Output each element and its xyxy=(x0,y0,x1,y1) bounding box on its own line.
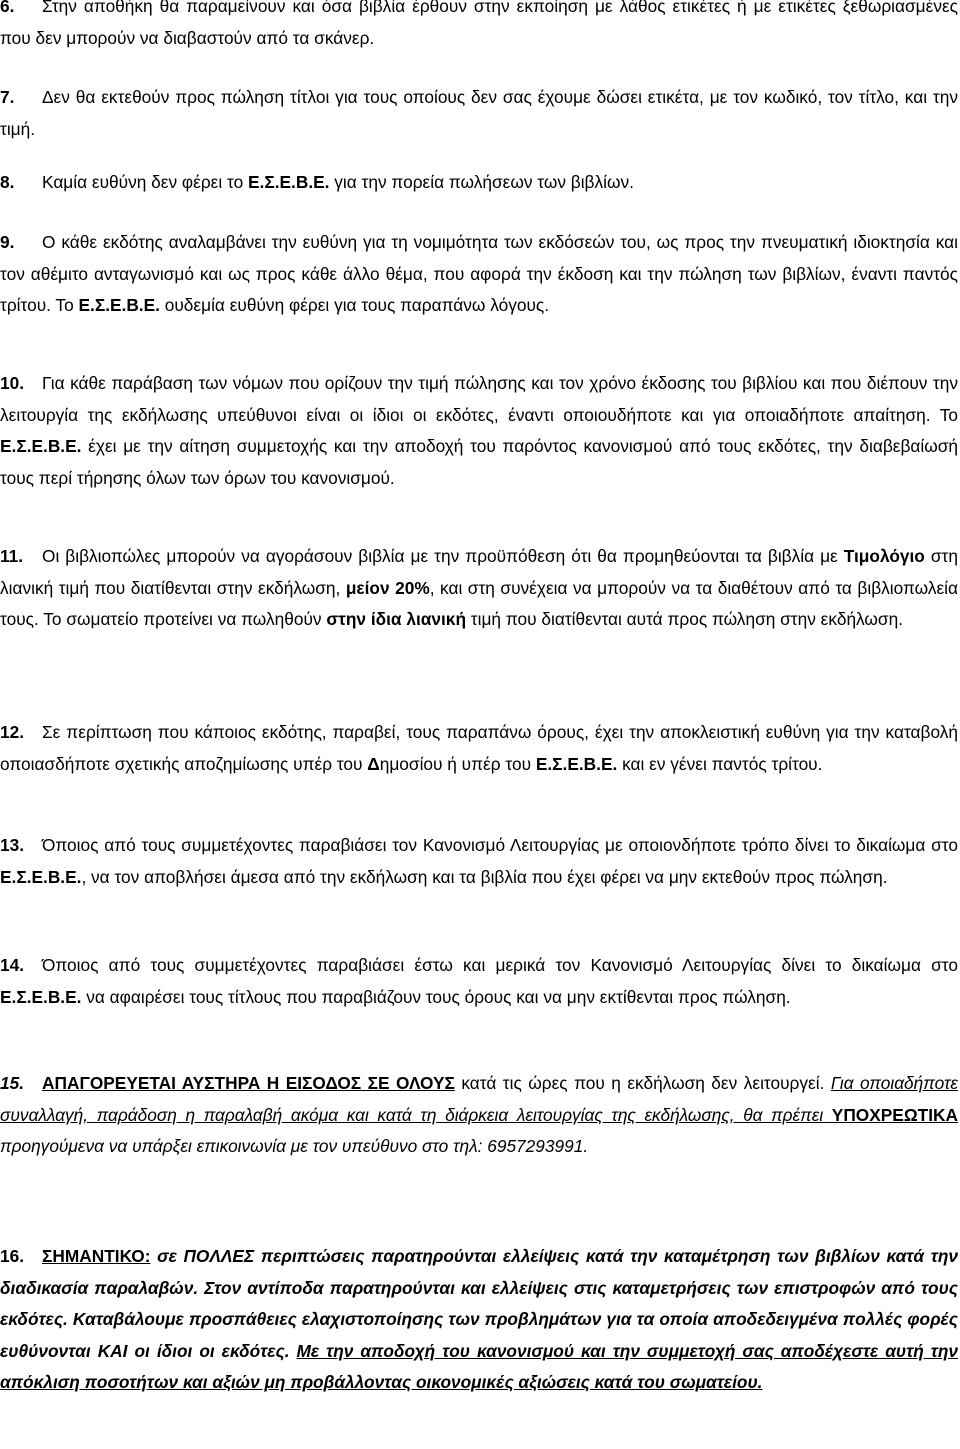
emphasis-invoice: Τιμολόγιο xyxy=(843,546,925,566)
emphasis-important: ΣΗΜΑΝΤΙΚΟ: xyxy=(42,1246,151,1266)
item-number: 13. xyxy=(0,835,25,855)
item-text: , να τον αποβλήσει άμεσα από την εκδήλωση και τα βιβλία που έχει φέρει να μην εκτεθούν προς πώληση. xyxy=(81,866,888,887)
organization-acronym: Ε.Σ.Ε.Β.Ε. xyxy=(0,986,82,1007)
item-number: 10. xyxy=(0,373,25,393)
item-text: στη λιανική τιμή που διατίθενται στην εκδήλωση, xyxy=(0,546,958,598)
item-text: Οι βιβλιοπώλες μπορούν να αγοράσουν βιβλία με την προϋπόθεση ότι θα προμηθεύονται τα βιβλία με xyxy=(42,546,844,566)
item-text: Για κάθε παράβαση των νόμων που ορίζουν την τιμή πώλησης και τον χρόνο έκδοσης του βιβλίου και που διέπουν την λειτουργία της εκδήλωσης υπεύθυνοι είναι οι ίδιοι οι εκδότες, έναντι οποιουδήποτε και για οποιαδήποτε απαίτηση. Το xyxy=(0,373,958,425)
item-number: 16. xyxy=(0,1246,25,1266)
organization-acronym: Ε.Σ.Ε.Β.Ε. xyxy=(248,172,330,192)
rule-item-8 xyxy=(0,167,958,199)
rule-item-7 xyxy=(0,82,958,145)
item-number: 6. xyxy=(0,0,15,16)
item-text: ημοσίου ή υπέρ του xyxy=(379,753,536,774)
organization-acronym: Ε.Σ.Ε.Β.Ε. xyxy=(78,295,160,315)
item-text: Σε περίπτωση που κάποιος εκδότης, παραβεί, τους παραπάνω όρους, έχει την αποκλειστική ευθύνη για την καταβολή οποιασδήποτε σχετικής αποζημίωσης υπέρ του xyxy=(0,722,958,774)
item-text: Καμία ευθύνη δεν φέρει το xyxy=(42,172,249,192)
item-number: 12. xyxy=(0,722,25,742)
rule-item-9 xyxy=(0,227,958,322)
item-number: 8. xyxy=(0,172,15,192)
item-text: Ο κάθε εκδότης αναλαμβάνει την ευθύνη για τη νομιμότητα των εκδόσεών του, ως προς την πνευματική ιδιοκτησία και τον αθέμιτο ανταγωνισμό και ως προς κάθε άλλο θέμα, που αφορά την έκδοση και την πώληση των βιβλίων, έναντι παντός τρίτου. Το xyxy=(0,232,958,315)
item-text: Όποιος από τους συμμετέχοντες παραβιάσει έστω και μερικά τον Κανονισμό Λειτουργίας δίνει το δικαίωμα στο xyxy=(42,955,958,975)
item-text: Στην αποθήκη θα παραμείνουν και όσα βιβλία έρθουν στην εκποίηση με λάθος ετικέτες ή με ετικέτες ξεθωριασμένες που δεν μπορούν να διαβαστούν από τα σκάνερ. xyxy=(0,0,958,48)
item-text-italic: προηγούμενα να υπάρξει επικοινωνία με τον υπεύθυνο στο τηλ: 6957293991. xyxy=(0,1136,589,1156)
rule-item-14 xyxy=(0,950,958,1013)
emphasis-prohibition: ΟΣ ΣΕ ΟΛΟΥΣ xyxy=(337,1073,455,1093)
rule-item-15 xyxy=(0,1068,958,1163)
rule-item-16 xyxy=(0,1241,958,1399)
emphasis-discount: μείον 20% xyxy=(345,577,430,598)
item-text: για την πορεία πωλήσεων των βιβλίων. xyxy=(329,172,634,192)
item-text-bold-italic-underlined: Με την αποδοχή του κανονισμού και την συμμετοχή σας αποδέχεστε αυτή την απόκλιση ποσοτήτων και αξιών μη προβάλλοντας οικονομικές αξιώσεις κατά του σωματείου. xyxy=(0,1340,959,1392)
item-number: 7. xyxy=(0,87,15,107)
rule-item-10 xyxy=(0,368,958,494)
item-text: τιμή που διατίθενται αυτά προς πώληση στην εκδήλωση. xyxy=(466,609,904,629)
item-text: και εν γένει παντός τρίτου. xyxy=(617,753,823,774)
emphasis-letter: Δ xyxy=(367,753,380,774)
item-text: να αφαιρέσει τους τίτλους που παραβιάζουν τους όρους και να μην εκτίθενται προς πώληση. xyxy=(81,986,791,1007)
item-number: 9. xyxy=(0,232,15,252)
item-text: Όποιος από τους συμμετέχοντες παραβιάσει τον Κανονισμό Λειτουργίας με οποιονδήποτε τρόπο δίνει το δικαίωμα στο xyxy=(42,835,958,855)
item-text: κατά τις ώρες που η εκδήλωση δεν λειτουργεί. xyxy=(454,1073,831,1093)
rule-item-13 xyxy=(0,830,958,893)
item-text: ουδεμία ευθύνη φέρει για τους παραπάνω λόγους. xyxy=(159,295,550,315)
rule-item-12 xyxy=(0,717,958,780)
rule-item-11 xyxy=(0,541,958,636)
item-number: 11. xyxy=(0,546,24,566)
item-text-italic-underlined: Για οποιαδήποτε συναλλαγή, παράδοση η παραλαβή ακόμα και κατά τη διάρκεια λειτουργίας της εκδήλωσης, θα πρέπει xyxy=(0,1073,959,1125)
item-text: , και στη συνέχεια να μπορούν να τα διαθέτουν από τα βιβλιοπωλεία τους. Το σωματείο προτείνει να πωληθούν xyxy=(0,577,958,629)
rule-item-6 xyxy=(0,0,958,54)
organization-acronym: Ε.Σ.Ε.Β.Ε. xyxy=(535,753,618,774)
emphasis-prohibition: ΑΠΑΓΟΡΕΥΕΤΑΙ ΑΥΣΤΗΡΑ Η ΕΙΣΟ xyxy=(42,1073,326,1093)
emphasis-same-retail: στην ίδια λιανική xyxy=(326,609,466,629)
organization-acronym: Ε.Σ.Ε.Β.Ε. xyxy=(0,436,82,456)
item-text: έχει με την αίτηση συμμετοχής και την αποδοχή του παρόντος κανονισμού από τους εκδότες, την διαβεβαίωσή τους περί τήρησης όλων των όρων του κανονισμού. xyxy=(0,436,958,488)
emphasis-mandatory: ΥΠΟΧΡΕΩΤΙΚΑ xyxy=(831,1104,958,1125)
item-number: 15. xyxy=(0,1073,25,1093)
organization-acronym: Ε.Σ.Ε.Β.Ε. xyxy=(0,866,82,887)
emphasis-prohibition: Δ xyxy=(325,1073,338,1093)
item-number: 14. xyxy=(0,955,25,975)
item-text: Δεν θα εκτεθούν προς πώληση τίτλοι για τους οποίους δεν σας έχουμε δώσει ετικέτα, με τον κωδικό, τον τίτλο, και την τιμή. xyxy=(0,87,958,139)
item-text-bold-italic: σε ΠΟΛΛΕΣ περιπτώσεις παρατηρούνται ελλείψεις κατά την καταμέτρηση των βιβλίων κατά την διαδικασία παραλαβών. Στον αντίποδα παρατηρούνται και ελλείψεις στις καταμετρήσεις των επιστροφών από τους εκδότες. Καταβάλουμε προσπάθειες ελαχιστοποίησης των προβλημάτων για τα οποία αποδεδειγμένα πολλές φορές ευθύνονται ΚΑΙ οι ίδιοι οι εκδότες. xyxy=(0,1246,958,1361)
